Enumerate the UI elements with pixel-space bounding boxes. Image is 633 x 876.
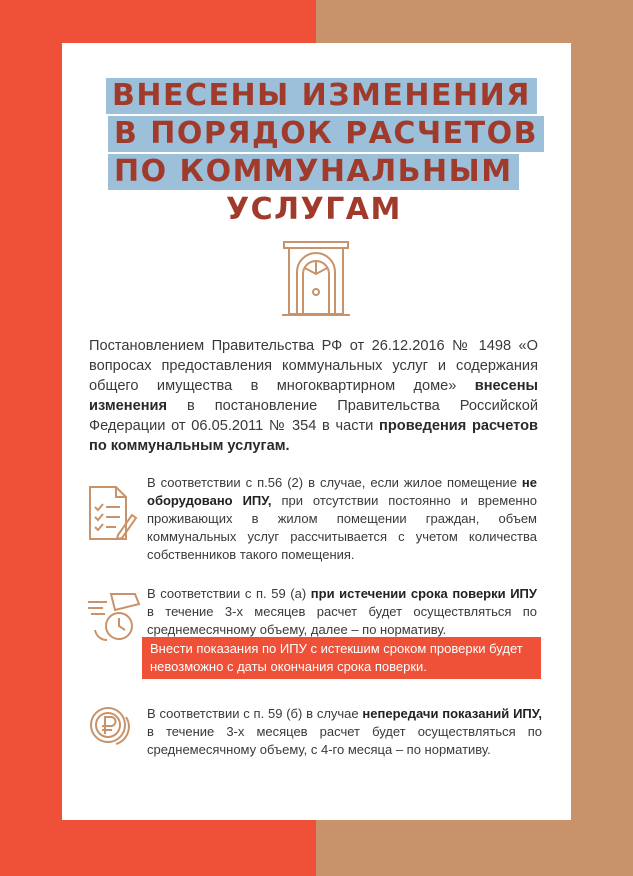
document-checklist-icon (86, 485, 138, 541)
item-3-text (147, 705, 542, 759)
door-icon (281, 240, 351, 318)
info-card (62, 43, 571, 820)
intro-bold-1: внесены изменения (89, 378, 538, 414)
item-1-text-a: В соответствии с п.56 (2) в случае, если жилое помещение (147, 475, 522, 490)
ruble-coin-icon (88, 705, 132, 749)
meter-clock-icon (85, 590, 143, 642)
item-3-text-b: в течение 3-х месяцев расчет будет осуществляться по среднемесячному объему, с 4-го месяца – по нормативу. (147, 724, 542, 757)
title-line-1: ВНЕСЕНЫ ИЗМЕНЕНИЯ (106, 78, 537, 114)
intro-text-2: в постановление Правительства Российской Федерации от 06.05.2011 № 354 в части (89, 398, 538, 434)
item-2-text (147, 585, 537, 639)
intro-paragraph (89, 336, 538, 456)
item-2-text-a: В соответствии с п. 59 (а) (147, 586, 311, 601)
item-1-text (147, 474, 537, 564)
title-line-2: В ПОРЯДОК РАСЧЕТОВ (108, 116, 544, 152)
item-3-bold: непередачи показаний ИПУ, (362, 706, 542, 721)
intro-bold-2: проведения расчетов по коммунальным услугам. (89, 418, 538, 454)
item-1-bold: не оборудовано ИПУ, (147, 475, 537, 508)
intro-text-1: Постановлением Правительства РФ от 26.12.2016 № 1498 «О вопросах предоставления коммунальных услуг и содержания общего имущества в многоквартирном доме» (89, 338, 538, 394)
title-line-3: ПО КОММУНАЛЬНЫМ (108, 154, 519, 190)
item-2-bold: при истечении срока поверки ИПУ (310, 586, 537, 601)
item-3-text-a: В соответствии с п. 59 (б) в случае (147, 706, 363, 721)
item-2-text-b: в течение 3-х месяцев расчет будет осуществляться по среднемесячному объему, далее – по нормативу. (147, 604, 537, 637)
warning-notice: Внести показания по ИПУ с истекшим сроком проверки будет невозможно с даты окончания срока поверки. (142, 637, 541, 679)
item-1-text-b: при отсутствии постоянно и временно проживающих в жилом помещении граждан, объем коммунальных услуг рассчитывается с учетом количества собственников такого помещения. (147, 493, 538, 562)
title-line-4: УСЛУГАМ (226, 192, 402, 227)
